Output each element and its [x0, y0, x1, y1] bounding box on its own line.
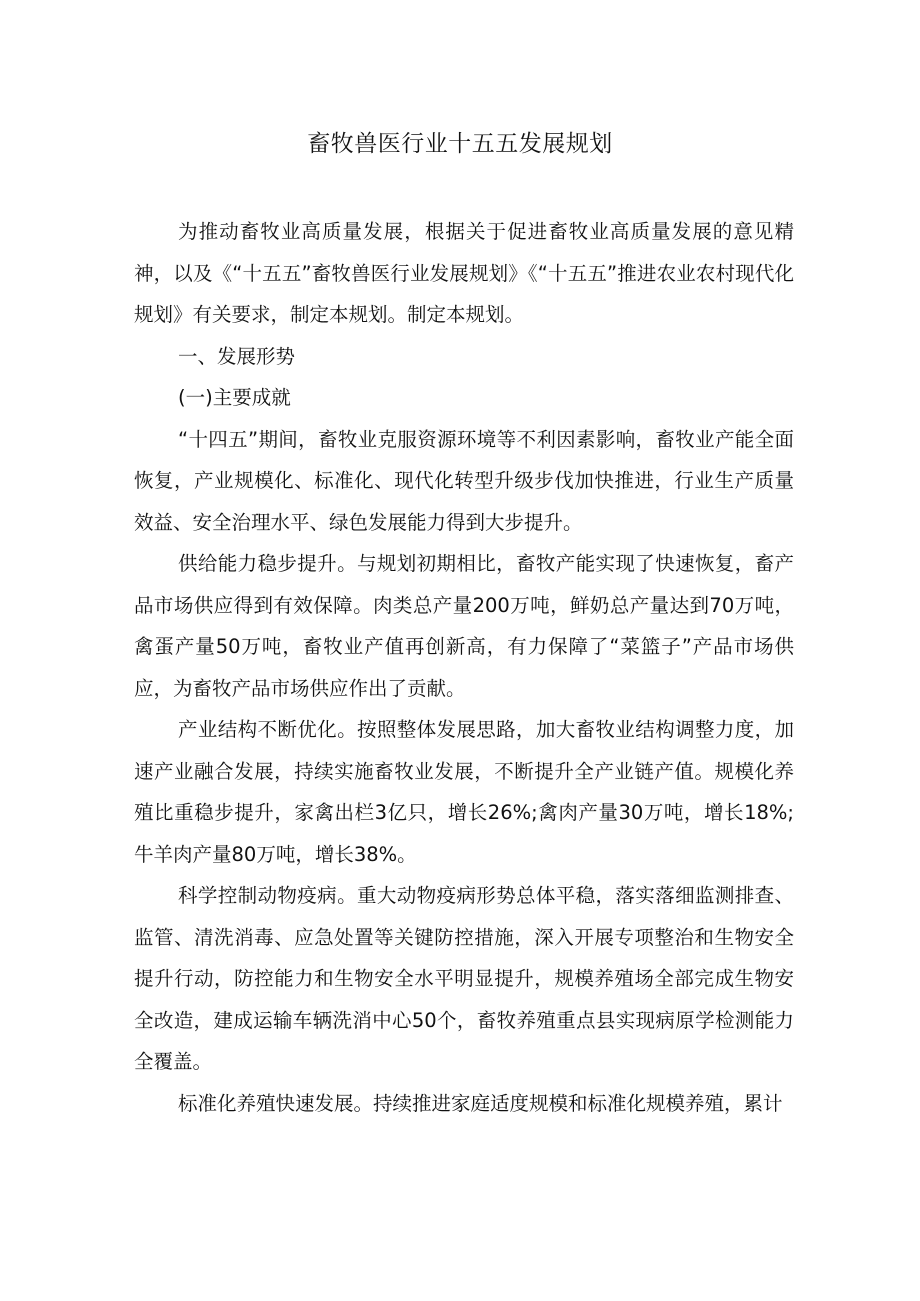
standardization-paragraph: 标准化养殖快速发展。持续推进家庭适度规模和标准化规模养殖，累计 — [178, 1091, 783, 1115]
disease-control-paragraph: 科学控制动物疫病。重大动物疫病形势总体平稳，落实落细监测排查、监管、清洗消毒、应急处置等关键防控措施，深入开展专项整治和生物安全提升行动，防控能力和生物安全水平明显提升，规模养殖场全部完成生物安全改造，建成运输车辆洗消中心50个，畜牧养殖重点县实现病原学检测能力全覆盖。 — [134, 884, 794, 1073]
structure-paragraph: 产业结构不断优化。按照整体发展思路，加大畜牧业结构调整力度，加速产业融合发展，持续实施畜牧业发展，不断提升全产业链产值。规模化养殖比重稳步提升，家禽出栏3亿只，增长26%;禽肉产量30万吨，增长18%;牛羊肉产量80万吨，增长38%。 — [134, 718, 794, 866]
document-body — [134, 211, 794, 1124]
intro-paragraph: 为推动畜牧业高质量发展，根据关于促进畜牧业高质量发展的意见精神，以及《“十五五”畜牧兽医行业发展规划》《“十五五”推进农业农村现代化规划》有关要求，制定本规划。制定本规划。 — [134, 220, 794, 326]
subsection-heading: (一)主要成就 — [178, 386, 291, 409]
achievements-paragraph: “十四五”期间，畜牧业克服资源环境等不利因素影响，畜牧业产能全面恢复，产业规模化、标准化、现代化转型升级步伐加快推进，行业生产质量效益、安全治理水平、绿色发展能力得到大步提升。 — [134, 427, 794, 534]
document-title: 畜牧兽医行业十五五发展规划 — [307, 131, 613, 157]
section-heading: 一、发展形势 — [178, 344, 296, 368]
supply-paragraph: 供给能力稳步提升。与规划初期相比，畜牧产能实现了快速恢复，畜产品市场供应得到有效保障。肉类总产量200万吨，鲜奶总产量达到70万吨，禽蛋产量50万吨，畜牧业产值再创新高，有力保障了“菜篮子”产品市场供应，为畜牧产品市场供应作出了贡献。 — [134, 552, 794, 700]
